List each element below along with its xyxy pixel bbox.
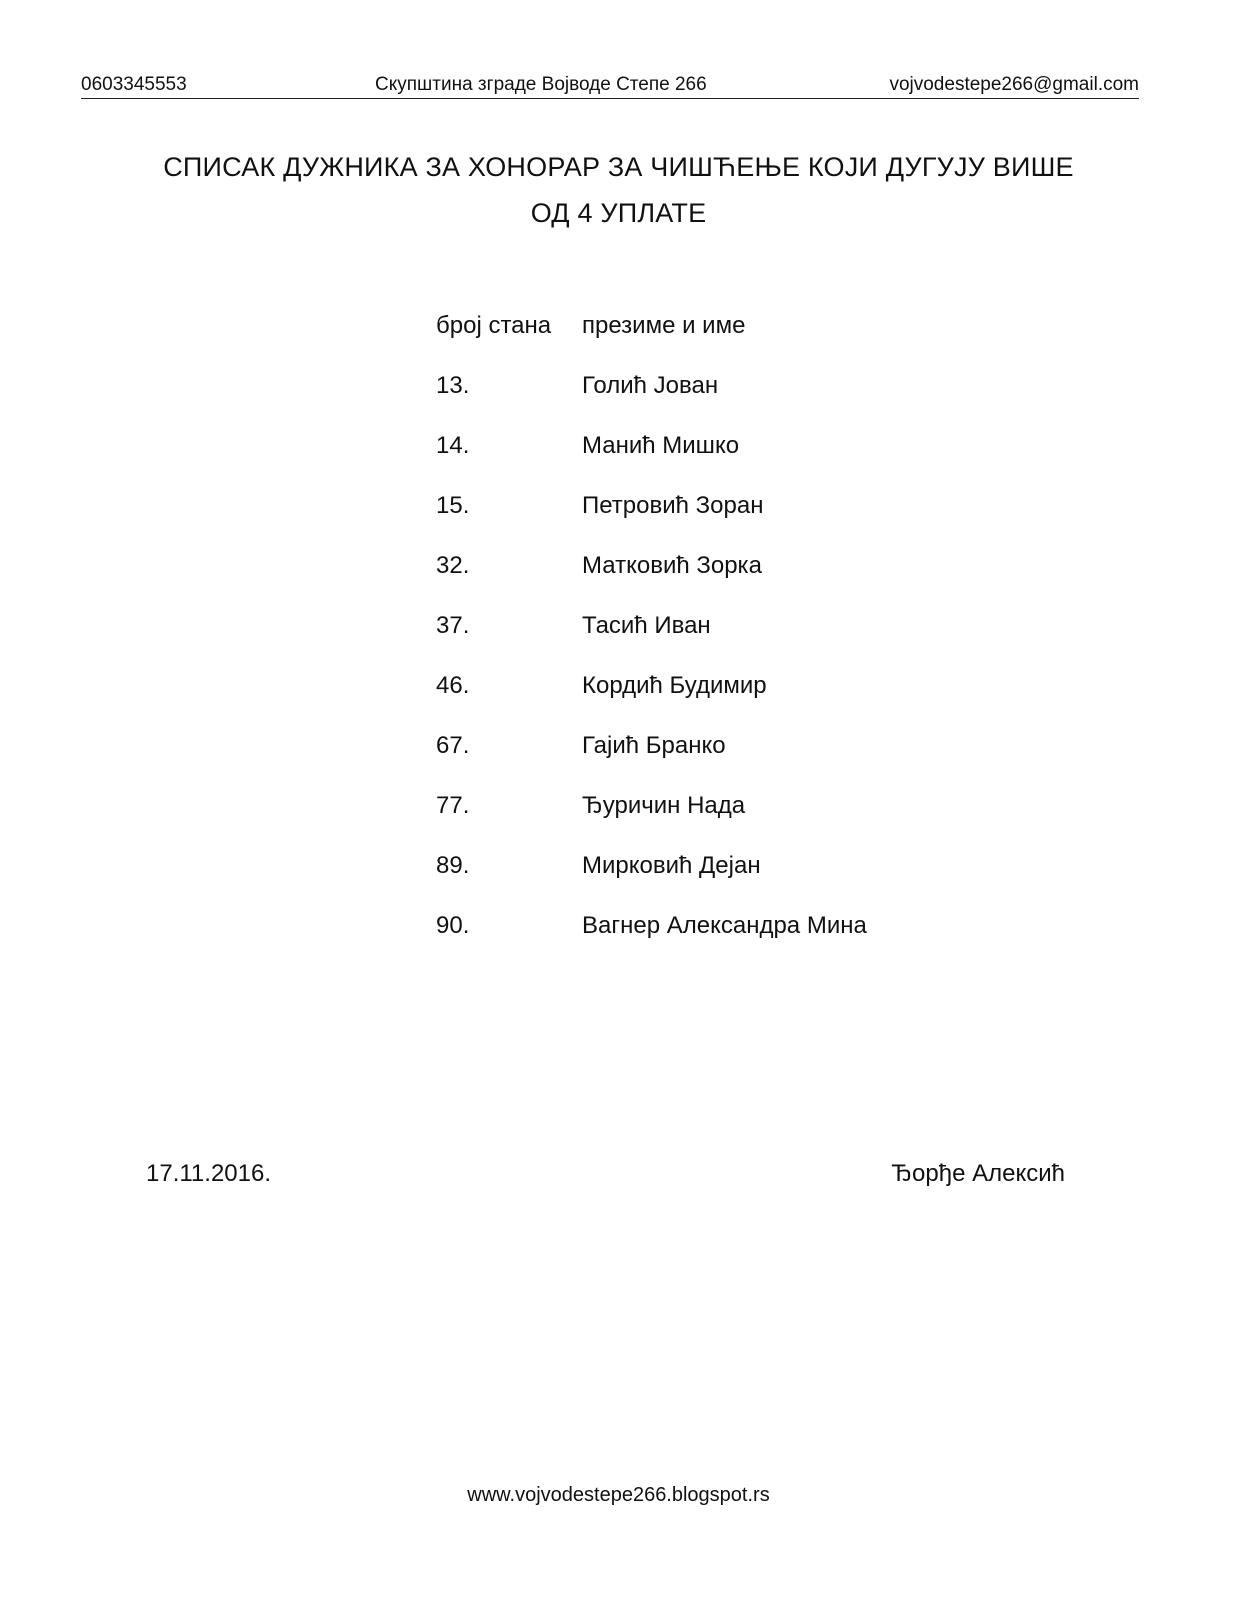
apartment-number: 89. <box>436 852 470 879</box>
debtor-name: Гајић Бранко <box>582 732 726 759</box>
debtor-name: Петровић Зоран <box>582 492 764 519</box>
debtor-name: Вагнер Александра Мина <box>582 912 867 939</box>
header-phone: 0603345553 <box>81 74 187 95</box>
debtor-name: Кордић Будимир <box>582 672 767 699</box>
apartment-number: 67. <box>436 732 470 759</box>
title-line-1: СПИСАК ДУЖНИКА ЗА ХОНОРАР ЗА ЧИШЋЕЊЕ КОЈИ ДУГУЈУ ВИШЕ <box>163 152 1074 182</box>
apartment-number: 13. <box>436 372 470 399</box>
debtor-name: Манић Мишко <box>582 432 740 459</box>
header-organization: Скупштина зграде Војводе Степе 266 <box>375 74 707 95</box>
debtor-name: Матковић Зорка <box>582 552 762 579</box>
apartment-number: 15. <box>436 492 470 519</box>
page-header <box>81 74 1139 99</box>
apartment-number: 37. <box>436 612 470 639</box>
debtor-name: Тасић Иван <box>582 612 711 639</box>
debtor-name: Голић Јован <box>582 372 719 399</box>
column-header-apartment: број стана <box>436 312 552 339</box>
debtor-name: Ђуричин Нада <box>582 792 746 819</box>
apartment-number: 77. <box>436 792 470 819</box>
apartment-number: 14. <box>436 432 470 459</box>
document-title <box>100 144 1137 236</box>
debtor-name: Мирковић Дејан <box>582 852 761 879</box>
header-email: vojvodestepe266@gmail.com <box>889 74 1139 95</box>
apartment-number: 46. <box>436 672 470 699</box>
apartment-number: 32. <box>436 552 470 579</box>
footer-website: www.vojvodestepe266.blogspot.rs <box>467 1484 770 1506</box>
apartment-number: 90. <box>436 912 470 939</box>
title-line-2: ОД 4 УПЛАТЕ <box>530 198 707 228</box>
signatory-name: Ђорђе Алексић <box>891 1160 1065 1187</box>
column-header-name: презиме и име <box>582 312 746 339</box>
document-date: 17.11.2016. <box>146 1160 272 1187</box>
